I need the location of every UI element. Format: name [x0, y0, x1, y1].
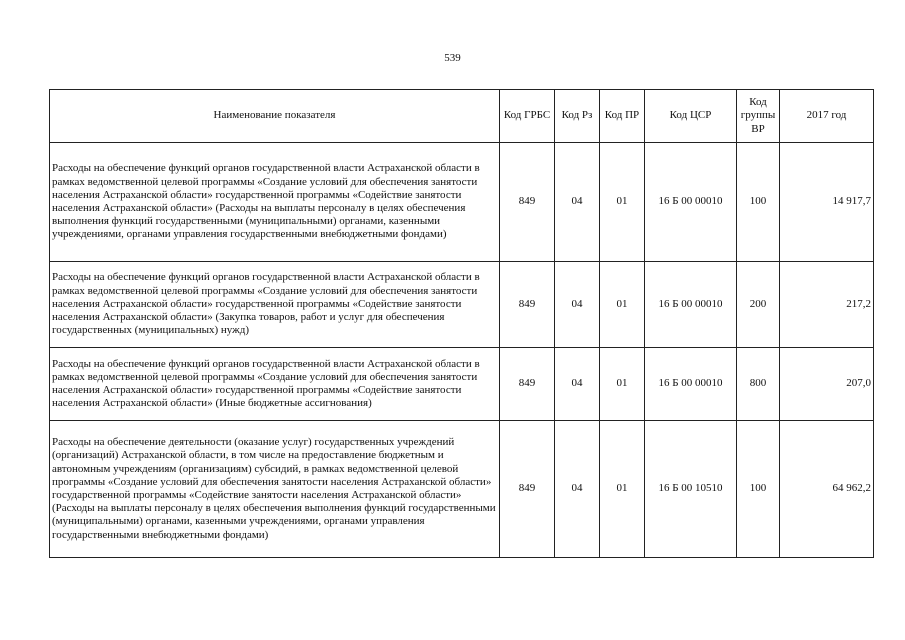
cell-pr: 01 [600, 262, 645, 348]
header-name: Наименование показателя [50, 90, 500, 143]
cell-vr: 100 [737, 421, 780, 558]
page-number: 539 [444, 52, 461, 64]
cell-csr: 16 Б 00 10510 [645, 421, 737, 558]
header-year: 2017 год [780, 90, 874, 143]
table-row [50, 348, 874, 421]
cell-grbs: 849 [500, 143, 555, 262]
cell-grbs: 849 [500, 421, 555, 558]
header-csr: Код ЦСР [645, 90, 737, 143]
header-vr: Код группы ВР [737, 90, 780, 143]
header-pr: Код ПР [600, 90, 645, 143]
cell-pr: 01 [600, 348, 645, 421]
cell-rz: 04 [555, 421, 600, 558]
header-rz: Код Рз [555, 90, 600, 143]
cell-vr: 800 [737, 348, 780, 421]
cell-name: Расходы на обеспечение функций органов государственной власти Астраханской области в рамках ведомственной целевой программы «Создание условий для обеспечения занятости населения Астраханской области» государственной программы «Содействие занятости населения Астраханской области» (Закупка товаров, работ и услуг для обеспечения государственных (муниципальных) нужд) [50, 262, 500, 348]
table-header-row [50, 90, 874, 143]
cell-amount: 64 962,2 [780, 421, 874, 558]
cell-grbs: 849 [500, 262, 555, 348]
cell-name: Расходы на обеспечение функций органов государственной власти Астраханской области в рамках ведомственной целевой программы «Создание условий для обеспечения занятости населения Астраханской области» государственной программы «Содействие занятости населения Астраханской области» (Расходы на выплаты персоналу в целях обеспечения выполнения функций государственными (муниципальными) органами, казенными учреждениями, органами управления государственными внебюджетными фондами) [50, 143, 500, 262]
cell-rz: 04 [555, 143, 600, 262]
cell-pr: 01 [600, 421, 645, 558]
cell-vr: 100 [737, 143, 780, 262]
expenditure-table [49, 89, 874, 558]
cell-name: Расходы на обеспечение деятельности (оказание услуг) государственных учреждений (организаций) Астраханской области, в том числе на предоставление бюджетным и автономным учреждениям (организациям) субсидий, в рамках ведомственной целевой программы «Создание условий для обеспечения занятости населения Астраханской области» государственной программы «Содействие занятости населения Астраханской области» (Расходы на выплаты персоналу в целях обеспечения выполнения функций государственными (муниципальными) органами, казенными учреждениями, органами управления государственными внебюджетными фондами) [50, 421, 500, 558]
header-grbs: Код ГРБС [500, 90, 555, 143]
table-row [50, 143, 874, 262]
cell-vr: 200 [737, 262, 780, 348]
cell-csr: 16 Б 00 00010 [645, 262, 737, 348]
cell-rz: 04 [555, 348, 600, 421]
cell-csr: 16 Б 00 00010 [645, 348, 737, 421]
cell-amount: 207,0 [780, 348, 874, 421]
table-row [50, 421, 874, 558]
cell-amount: 217,2 [780, 262, 874, 348]
cell-pr: 01 [600, 143, 645, 262]
cell-rz: 04 [555, 262, 600, 348]
cell-csr: 16 Б 00 00010 [645, 143, 737, 262]
cell-name: Расходы на обеспечение функций органов государственной власти Астраханской области в рамках ведомственной целевой программы «Создание условий для обеспечения занятости населения Астраханской области» государственной программы «Содействие занятости населения Астраханской области» (Иные бюджетные ассигнования) [50, 348, 500, 421]
table-row [50, 262, 874, 348]
cell-grbs: 849 [500, 348, 555, 421]
cell-amount: 14 917,7 [780, 143, 874, 262]
